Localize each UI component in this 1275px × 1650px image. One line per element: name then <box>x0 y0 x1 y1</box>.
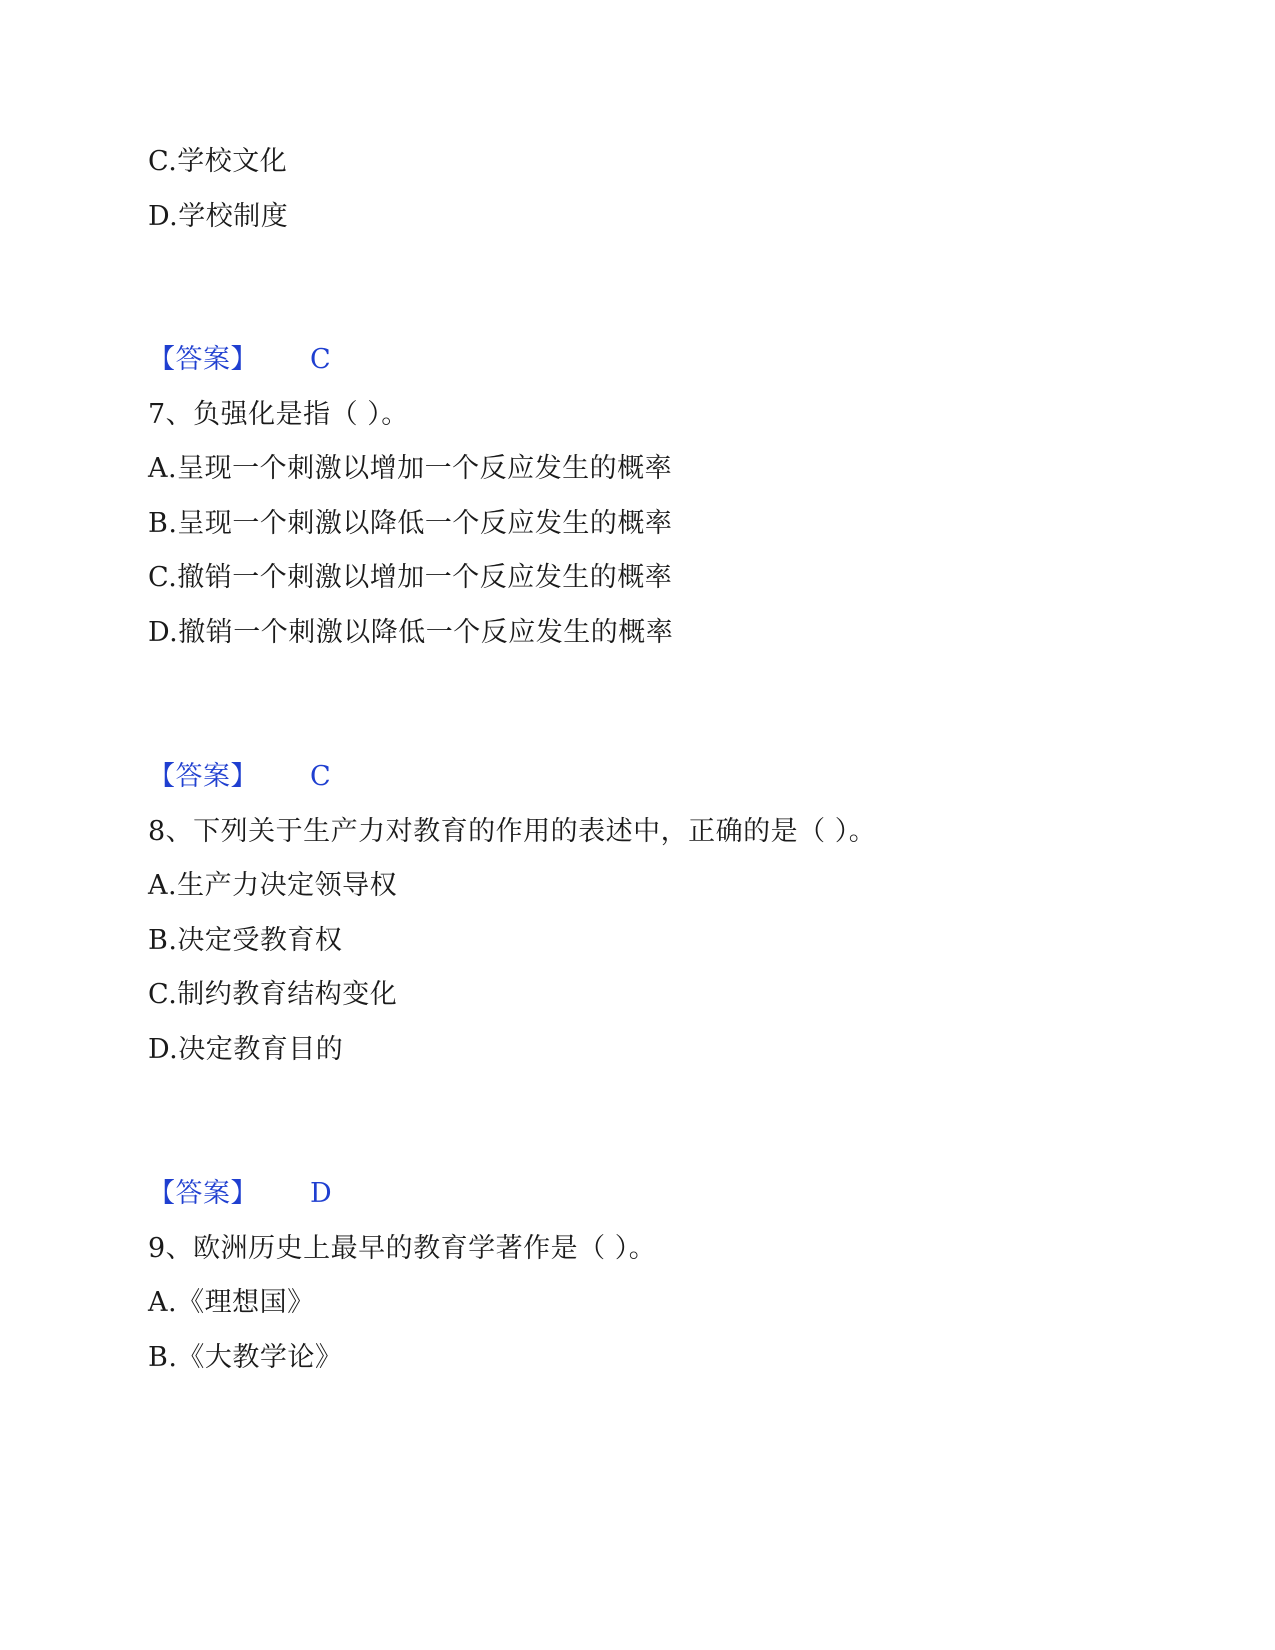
q7-question: 7、负强化是指（ ）。 <box>148 399 409 430</box>
answer-value: D <box>310 1178 333 1209</box>
q8-answer <box>148 1177 332 1211</box>
answer-label: 【答案】 <box>148 344 258 375</box>
q6-option-d: D.学校制度 <box>148 201 289 232</box>
q7-option-c: C.撤销一个刺激以增加一个反应发生的概率 <box>148 562 673 593</box>
q7-option-a: A.呈现一个刺激以增加一个反应发生的概率 <box>148 453 673 484</box>
answer-label: 【答案】 <box>148 1178 258 1209</box>
q8-option-c: C.制约教育结构变化 <box>148 979 398 1010</box>
answer-value: C <box>310 344 332 375</box>
q6-answer <box>148 343 331 377</box>
q8-question: 8、下列关于生产力对教育的作用的表述中，正确的是（ ）。 <box>148 816 877 847</box>
q9-option-a: A.《理想国》 <box>148 1287 315 1318</box>
q7-answer <box>148 760 331 794</box>
answer-label: 【答案】 <box>148 761 258 792</box>
answer-value: C <box>310 761 332 792</box>
q6-option-c: C.学校文化 <box>148 146 288 177</box>
q7-option-d: D.撤销一个刺激以降低一个反应发生的概率 <box>148 617 674 648</box>
q8-option-b: B.决定受教育权 <box>148 925 343 956</box>
q7-option-b: B.呈现一个刺激以降低一个反应发生的概率 <box>148 508 673 539</box>
q8-option-d: D.决定教育目的 <box>148 1034 344 1065</box>
q9-option-b: B.《大教学论》 <box>148 1342 343 1373</box>
q8-option-a: A.生产力决定领导权 <box>148 870 398 901</box>
q9-question: 9、欧洲历史上最早的教育学著作是（ ）。 <box>148 1233 657 1264</box>
